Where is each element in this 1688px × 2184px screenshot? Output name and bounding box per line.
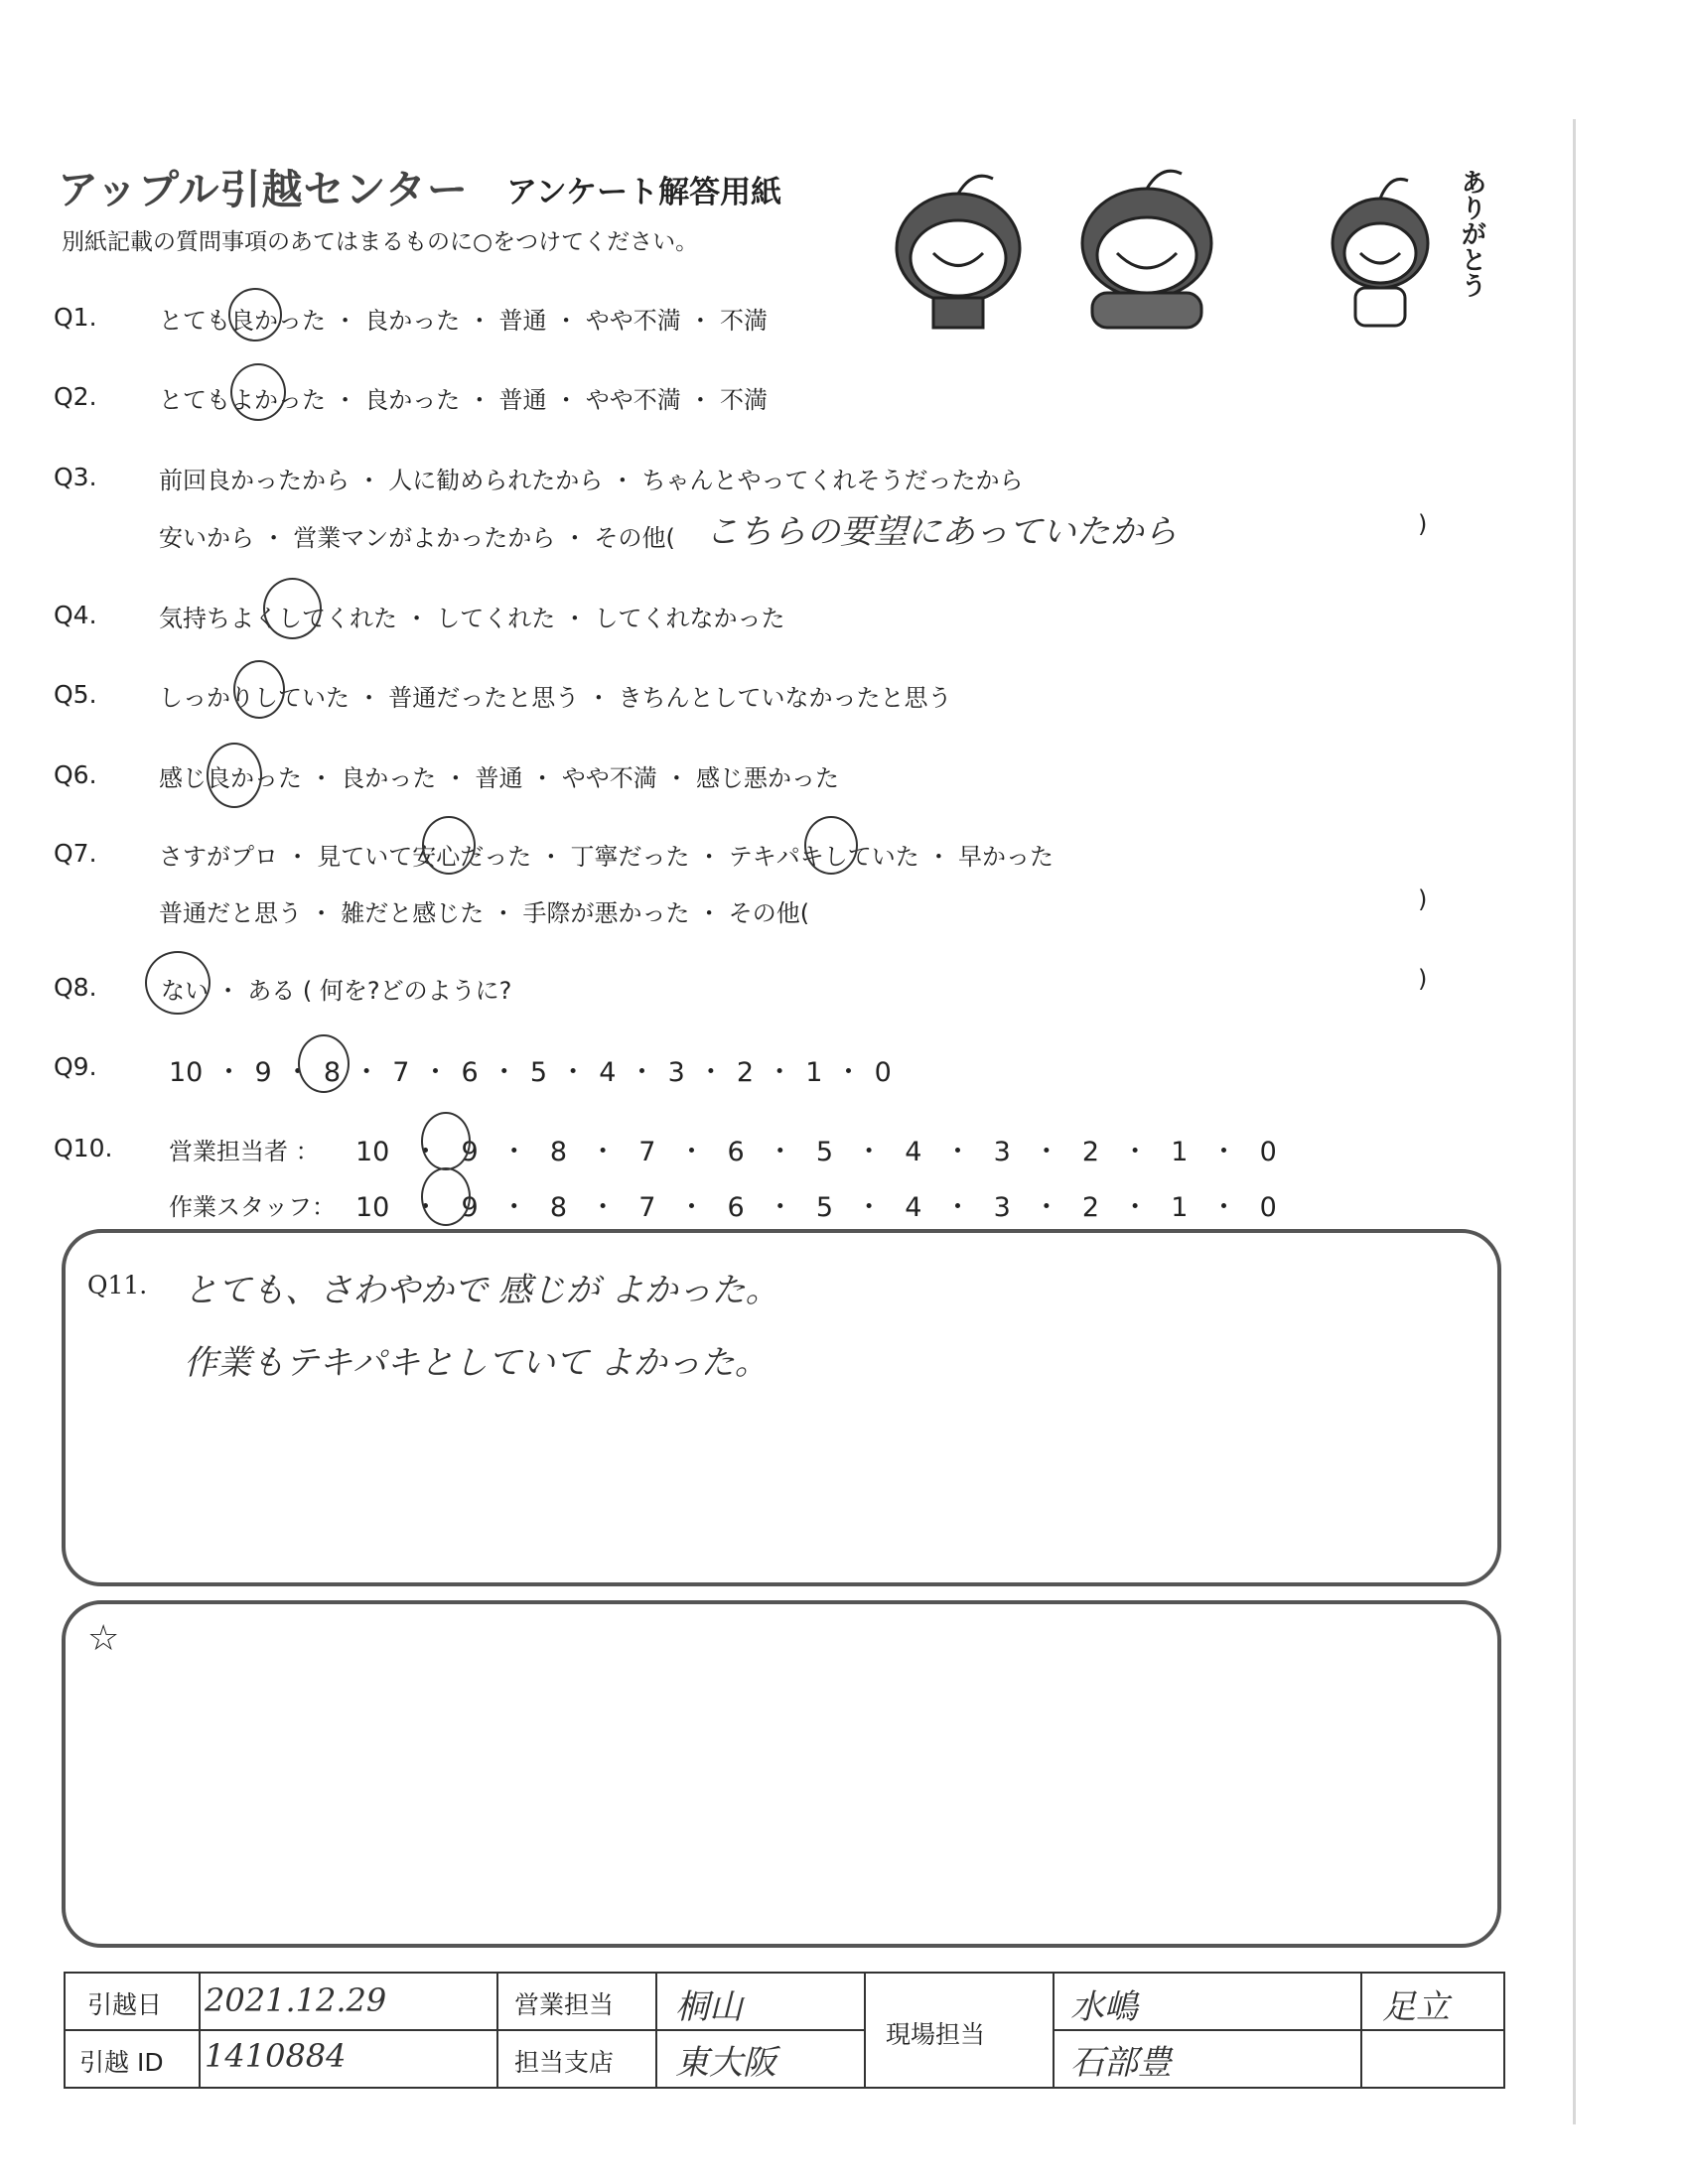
q7-options-line1: さすがプロ ・ 見ていて安心だった ・ 丁寧だった ・ テキパキしていた ・ 早かった	[159, 843, 1055, 871]
q10-label: Q10.	[54, 1134, 113, 1162]
branch-label: 担当支店	[514, 2048, 615, 2077]
q3-options-line1: 前回良かったから ・ 人に勧められたから ・ ちゃんとやってくれそうだったから	[159, 467, 1024, 494]
q8-label: Q8.	[54, 973, 97, 1002]
q3-options-line2: 安いから ・ 営業マンがよかったから ・ その他(	[159, 524, 675, 552]
q4-selection-circle	[263, 578, 322, 639]
branch-name: 東大阪	[675, 2043, 776, 2083]
mascot-caption: ありがとう	[1457, 169, 1486, 298]
scan-edge	[1573, 119, 1576, 2124]
brand-title: アップル引越センター	[58, 166, 469, 213]
q10-staff-selection-circle	[421, 1167, 471, 1226]
q6-selection-circle	[207, 743, 262, 808]
q7-selection-circle-1	[422, 816, 476, 875]
q8-selection-circle	[145, 951, 211, 1015]
q6-options: 感じ良かった ・ 良かった ・ 普通 ・ やや不満 ・ 感じ悪かった	[159, 764, 840, 792]
q10-sales-options: 10 ・ 9 ・ 8 ・ 7 ・ 6 ・ 5 ・ 4 ・ 3 ・ 2 ・ 1 ・ 0	[355, 1137, 1277, 1167]
q3-other-answer: こちらの要望にあっていたから	[705, 512, 1178, 552]
q5-selection-circle	[233, 660, 285, 719]
q11-comment-line1: とても、さわやかで 感じが よかった。	[184, 1271, 779, 1310]
sales-rep-name: 桐山	[675, 1987, 743, 2027]
move-id-value: 1410884	[205, 2037, 347, 2075]
site-rep-name-1: 水嶋	[1070, 1987, 1138, 2027]
q10-staff-label: 作業スタッフ：	[169, 1193, 336, 1221]
q5-label: Q5.	[54, 680, 97, 709]
q1-label: Q1.	[54, 303, 97, 332]
q10-sales-selection-circle	[421, 1112, 471, 1170]
mascot-illustration	[864, 159, 1460, 338]
move-date-value: 2021.12.29	[205, 1981, 387, 2019]
q7-label: Q7.	[54, 839, 97, 868]
sales-rep-label: 営業担当	[514, 1990, 615, 2019]
move-id-label: 引越 ID	[79, 2048, 164, 2077]
form-subtitle: アンケート解答用紙	[506, 175, 782, 210]
footer-info-table	[64, 1972, 1505, 2089]
star-comment-box	[62, 1600, 1501, 1948]
q9-selection-circle	[298, 1034, 350, 1093]
star-icon: ☆	[87, 1618, 120, 1659]
move-date-label: 引越日	[87, 1990, 163, 2019]
q4-options: 気持ちよくしてくれた ・ してくれた ・ してくれなかった	[159, 605, 785, 632]
site-rep-label: 現場担当	[886, 2020, 986, 2049]
q7-options-line2: 普通だと思う ・ 雑だと感じた ・ 手際が悪かった ・ その他(	[159, 899, 810, 927]
q6-label: Q6.	[54, 760, 97, 789]
q3-label: Q3.	[54, 463, 97, 491]
q2-label: Q2.	[54, 382, 97, 411]
site-rep-name-2: 石部豊	[1070, 2043, 1172, 2083]
q10-staff-options: 10 ・ 9 ・ 8 ・ 7 ・ 6 ・ 5 ・ 4 ・ 3 ・ 2 ・ 1 ・ 0	[355, 1192, 1277, 1223]
q5-options: しっかりしていた ・ 普通だったと思う ・ きちんとしていなかったと思う	[159, 684, 952, 712]
q8-close-paren: )	[1418, 965, 1428, 993]
q10-sales-label: 営業担当者 ：	[169, 1138, 320, 1165]
q7-selection-circle-2	[804, 816, 858, 875]
mascot-2	[1082, 171, 1211, 328]
q8-options: ない ・ ある ( 何を?どのように?	[161, 977, 512, 1005]
q11-comment-line2: 作業もテキパキとしていて よかった。	[184, 1343, 769, 1383]
q7-close-paren: )	[1418, 886, 1428, 913]
q9-options: 10 ・ 9 ・ 8 ・ 7 ・ 6 ・ 5 ・ 4 ・ 3 ・ 2 ・ 1 ・ 0	[169, 1057, 892, 1088]
q4-label: Q4.	[54, 601, 97, 629]
q2-selection-circle	[230, 363, 286, 421]
instruction-text: 別紙記載の質問事項のあてはまるものに○をつけてください。	[62, 229, 699, 255]
q2-options: とてもよかった ・ 良かった ・ 普通 ・ やや不満 ・ 不満	[159, 386, 769, 414]
mascot-3	[1333, 179, 1428, 326]
q1-options: とても良かった ・ 良かった ・ 普通 ・ やや不満 ・ 不満	[159, 307, 769, 335]
q3-close-paren: )	[1418, 510, 1428, 538]
extra-staff-name: 足立	[1382, 1987, 1450, 2027]
mascot-1	[897, 176, 1020, 328]
q1-selection-circle	[228, 288, 282, 341]
q11-label: Q11.	[87, 1271, 148, 1299]
q9-label: Q9.	[54, 1052, 97, 1081]
